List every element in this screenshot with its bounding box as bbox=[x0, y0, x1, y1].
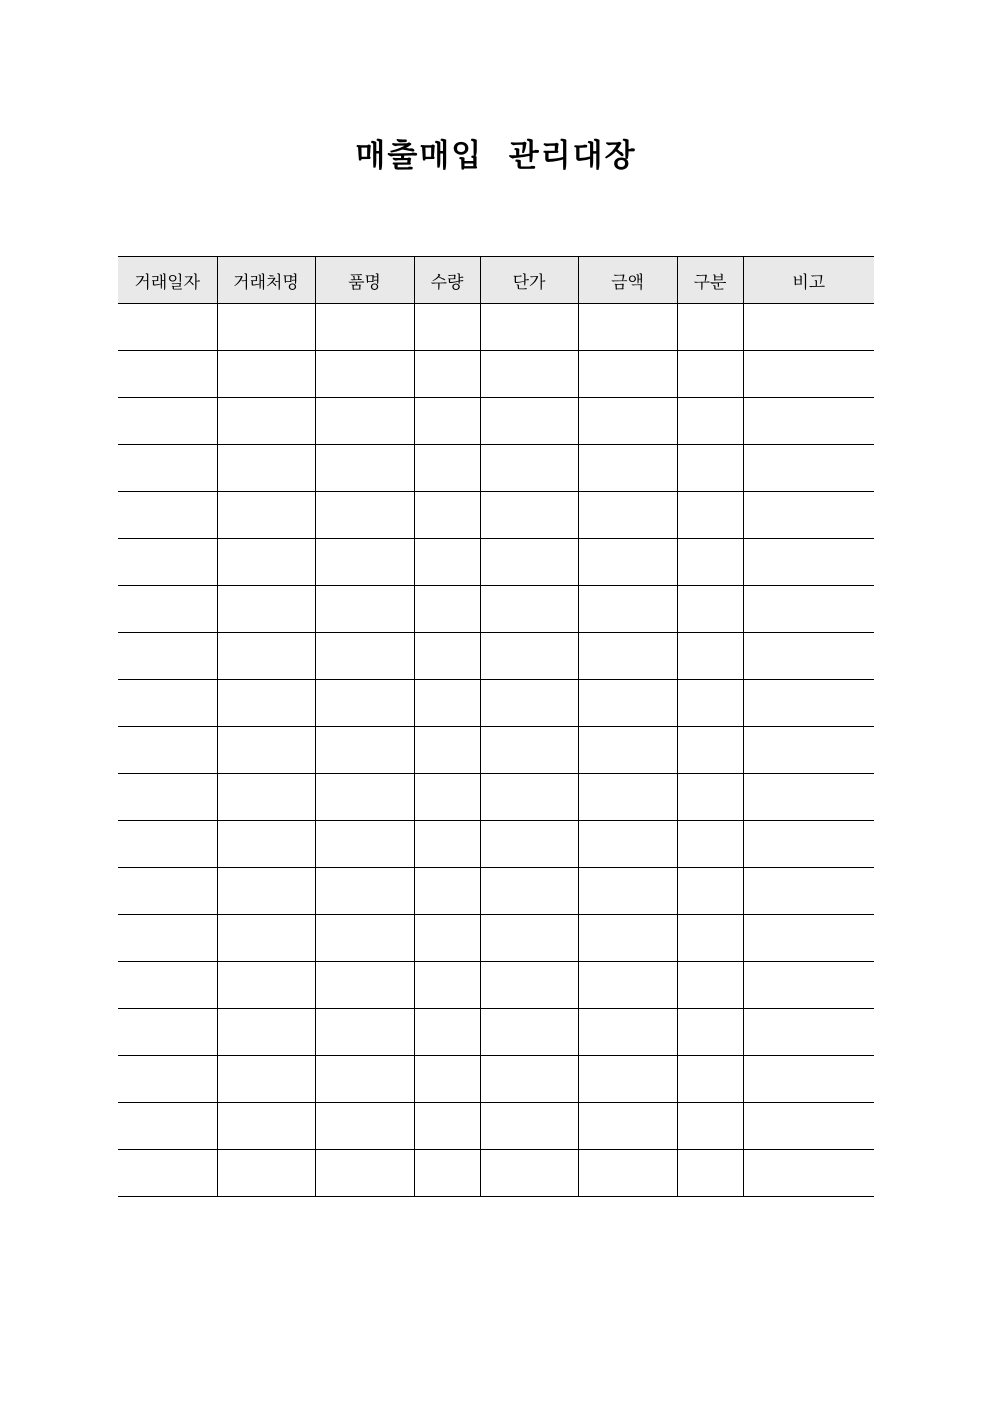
table-row bbox=[118, 962, 874, 1009]
table-row bbox=[118, 727, 874, 774]
column-header-unit-price: 단가 bbox=[480, 257, 578, 304]
table-cell[interactable] bbox=[480, 1009, 578, 1056]
table-cell[interactable] bbox=[414, 1056, 480, 1103]
table-cell[interactable] bbox=[677, 492, 743, 539]
table-cell[interactable] bbox=[677, 774, 743, 821]
table-cell[interactable] bbox=[217, 539, 315, 586]
table-cell[interactable] bbox=[677, 1150, 743, 1197]
table-cell[interactable] bbox=[118, 539, 217, 586]
table-cell[interactable] bbox=[578, 586, 677, 633]
table-cell[interactable] bbox=[677, 633, 743, 680]
table-cell[interactable] bbox=[118, 492, 217, 539]
table-cell[interactable] bbox=[315, 915, 414, 962]
table-cell[interactable] bbox=[743, 774, 874, 821]
table-cell[interactable] bbox=[677, 351, 743, 398]
table-cell[interactable] bbox=[578, 1056, 677, 1103]
table-cell[interactable] bbox=[118, 915, 217, 962]
table-cell[interactable] bbox=[677, 962, 743, 1009]
table-cell[interactable] bbox=[315, 492, 414, 539]
table-cell[interactable] bbox=[578, 633, 677, 680]
table-cell[interactable] bbox=[217, 915, 315, 962]
table-cell[interactable] bbox=[118, 868, 217, 915]
table-cell[interactable] bbox=[578, 351, 677, 398]
table-cell[interactable] bbox=[217, 868, 315, 915]
table-cell[interactable] bbox=[743, 586, 874, 633]
table-cell[interactable] bbox=[315, 868, 414, 915]
table-cell[interactable] bbox=[677, 398, 743, 445]
table-row bbox=[118, 1009, 874, 1056]
table-cell[interactable] bbox=[578, 868, 677, 915]
table-cell[interactable] bbox=[578, 821, 677, 868]
table-cell[interactable] bbox=[743, 868, 874, 915]
table-cell[interactable] bbox=[677, 304, 743, 351]
table-cell[interactable] bbox=[480, 445, 578, 492]
table-cell[interactable] bbox=[677, 868, 743, 915]
table-cell[interactable] bbox=[480, 774, 578, 821]
table-cell[interactable] bbox=[118, 398, 217, 445]
table-cell[interactable] bbox=[217, 1150, 315, 1197]
table-cell[interactable] bbox=[118, 1150, 217, 1197]
table-cell[interactable] bbox=[677, 1056, 743, 1103]
table-cell[interactable] bbox=[677, 445, 743, 492]
table-cell[interactable] bbox=[480, 304, 578, 351]
table-cell[interactable] bbox=[677, 915, 743, 962]
table-cell[interactable] bbox=[677, 727, 743, 774]
table-cell[interactable] bbox=[677, 1009, 743, 1056]
table-cell[interactable] bbox=[217, 962, 315, 1009]
table-cell[interactable] bbox=[315, 727, 414, 774]
table-cell[interactable] bbox=[118, 1056, 217, 1103]
table-cell[interactable] bbox=[743, 492, 874, 539]
table-cell[interactable] bbox=[217, 586, 315, 633]
table-cell[interactable] bbox=[217, 1103, 315, 1150]
table-cell[interactable] bbox=[677, 821, 743, 868]
table-cell[interactable] bbox=[217, 633, 315, 680]
table-cell[interactable] bbox=[480, 680, 578, 727]
table-cell[interactable] bbox=[743, 915, 874, 962]
table-cell[interactable] bbox=[315, 821, 414, 868]
table-cell[interactable] bbox=[315, 398, 414, 445]
table-cell[interactable] bbox=[414, 586, 480, 633]
table-cell[interactable] bbox=[480, 1056, 578, 1103]
table-cell[interactable] bbox=[217, 821, 315, 868]
table-cell[interactable] bbox=[414, 398, 480, 445]
table-row bbox=[118, 915, 874, 962]
table-cell[interactable] bbox=[414, 351, 480, 398]
table-cell[interactable] bbox=[578, 915, 677, 962]
table-cell[interactable] bbox=[578, 539, 677, 586]
table-cell[interactable] bbox=[743, 1009, 874, 1056]
table-row bbox=[118, 351, 874, 398]
table-row bbox=[118, 1056, 874, 1103]
ledger-table bbox=[118, 256, 874, 1197]
table-row bbox=[118, 633, 874, 680]
table-cell[interactable] bbox=[118, 633, 217, 680]
table-cell[interactable] bbox=[414, 539, 480, 586]
table-row bbox=[118, 539, 874, 586]
table-cell[interactable] bbox=[578, 1009, 677, 1056]
table-cell[interactable] bbox=[315, 539, 414, 586]
table-cell[interactable] bbox=[743, 633, 874, 680]
table-cell[interactable] bbox=[480, 586, 578, 633]
table-cell[interactable] bbox=[315, 680, 414, 727]
table-cell[interactable] bbox=[743, 962, 874, 1009]
table-cell[interactable] bbox=[118, 304, 217, 351]
table-row bbox=[118, 821, 874, 868]
table-cell[interactable] bbox=[743, 398, 874, 445]
table-cell[interactable] bbox=[217, 774, 315, 821]
table-row bbox=[118, 445, 874, 492]
table-cell[interactable] bbox=[677, 539, 743, 586]
column-header-type: 구분 bbox=[677, 257, 743, 304]
table-cell[interactable] bbox=[578, 1103, 677, 1150]
table-cell[interactable] bbox=[414, 680, 480, 727]
table-cell[interactable] bbox=[315, 633, 414, 680]
table-cell[interactable] bbox=[315, 1150, 414, 1197]
table-cell[interactable] bbox=[414, 1103, 480, 1150]
table-cell[interactable] bbox=[480, 821, 578, 868]
table-cell[interactable] bbox=[315, 304, 414, 351]
table-cell[interactable] bbox=[315, 962, 414, 1009]
table-cell[interactable] bbox=[677, 586, 743, 633]
table-cell[interactable] bbox=[217, 492, 315, 539]
table-cell[interactable] bbox=[414, 445, 480, 492]
table-cell[interactable] bbox=[315, 1009, 414, 1056]
table-cell[interactable] bbox=[414, 868, 480, 915]
table-cell[interactable] bbox=[578, 680, 677, 727]
table-row bbox=[118, 492, 874, 539]
table-cell[interactable] bbox=[743, 351, 874, 398]
table-cell[interactable] bbox=[743, 1103, 874, 1150]
table-cell[interactable] bbox=[217, 1009, 315, 1056]
table-cell[interactable] bbox=[480, 633, 578, 680]
table-cell[interactable] bbox=[743, 445, 874, 492]
table-row bbox=[118, 680, 874, 727]
column-header-amount: 금액 bbox=[578, 257, 677, 304]
column-header-client: 거래처명 bbox=[217, 257, 315, 304]
table-cell[interactable] bbox=[743, 821, 874, 868]
column-header-item: 품명 bbox=[315, 257, 414, 304]
table-cell[interactable] bbox=[480, 1103, 578, 1150]
table-cell[interactable] bbox=[480, 492, 578, 539]
table-cell[interactable] bbox=[743, 539, 874, 586]
table-cell[interactable] bbox=[217, 680, 315, 727]
column-header-quantity: 수량 bbox=[414, 257, 480, 304]
table-cell[interactable] bbox=[578, 492, 677, 539]
table-cell[interactable] bbox=[743, 1150, 874, 1197]
table-cell[interactable] bbox=[118, 351, 217, 398]
table-cell[interactable] bbox=[414, 1009, 480, 1056]
table-row bbox=[118, 1103, 874, 1150]
table-cell[interactable] bbox=[217, 1056, 315, 1103]
table-cell[interactable] bbox=[118, 445, 217, 492]
table-cell[interactable] bbox=[578, 398, 677, 445]
table-cell[interactable] bbox=[118, 1009, 217, 1056]
table-cell[interactable] bbox=[414, 727, 480, 774]
table-cell[interactable] bbox=[578, 304, 677, 351]
table-cell[interactable] bbox=[743, 680, 874, 727]
column-header-note: 비고 bbox=[743, 257, 874, 304]
table-cell[interactable] bbox=[217, 351, 315, 398]
table-cell[interactable] bbox=[118, 821, 217, 868]
table-cell[interactable] bbox=[118, 586, 217, 633]
table-cell[interactable] bbox=[315, 774, 414, 821]
table-cell[interactable] bbox=[480, 539, 578, 586]
table-cell[interactable] bbox=[118, 680, 217, 727]
table-cell[interactable] bbox=[414, 774, 480, 821]
table-cell[interactable] bbox=[743, 1056, 874, 1103]
table-cell[interactable] bbox=[414, 1150, 480, 1197]
table-cell[interactable] bbox=[315, 586, 414, 633]
table-cell[interactable] bbox=[118, 774, 217, 821]
table-cell[interactable] bbox=[480, 398, 578, 445]
table-cell[interactable] bbox=[743, 727, 874, 774]
table-cell[interactable] bbox=[217, 398, 315, 445]
table-row bbox=[118, 774, 874, 821]
table-cell[interactable] bbox=[677, 1103, 743, 1150]
table-cell[interactable] bbox=[578, 727, 677, 774]
table-cell[interactable] bbox=[217, 445, 315, 492]
table-cell[interactable] bbox=[217, 304, 315, 351]
table-cell[interactable] bbox=[480, 962, 578, 1009]
page-title: 매출매입 관리대장 bbox=[355, 138, 637, 174]
table-cell[interactable] bbox=[414, 821, 480, 868]
table-cell[interactable] bbox=[743, 304, 874, 351]
table-cell[interactable] bbox=[677, 680, 743, 727]
table-cell[interactable] bbox=[480, 351, 578, 398]
table-cell[interactable] bbox=[315, 1056, 414, 1103]
table-cell[interactable] bbox=[315, 445, 414, 492]
table-cell[interactable] bbox=[480, 727, 578, 774]
table-row bbox=[118, 1150, 874, 1197]
table-cell[interactable] bbox=[414, 304, 480, 351]
table-cell[interactable] bbox=[578, 445, 677, 492]
table-cell[interactable] bbox=[578, 962, 677, 1009]
column-header-date: 거래일자 bbox=[118, 257, 217, 304]
table-cell[interactable] bbox=[118, 962, 217, 1009]
table-cell[interactable] bbox=[414, 633, 480, 680]
table-cell[interactable] bbox=[480, 915, 578, 962]
table-row bbox=[118, 398, 874, 445]
table-cell[interactable] bbox=[578, 1150, 677, 1197]
table-cell[interactable] bbox=[315, 1103, 414, 1150]
table-header-row bbox=[118, 257, 874, 304]
table-row bbox=[118, 586, 874, 633]
table-cell[interactable] bbox=[118, 1103, 217, 1150]
table-cell[interactable] bbox=[480, 1150, 578, 1197]
table-row bbox=[118, 304, 874, 351]
table-cell[interactable] bbox=[578, 774, 677, 821]
table-cell[interactable] bbox=[217, 727, 315, 774]
table-cell[interactable] bbox=[414, 492, 480, 539]
table-cell[interactable] bbox=[480, 868, 578, 915]
table-cell[interactable] bbox=[414, 962, 480, 1009]
table-cell[interactable] bbox=[414, 915, 480, 962]
ledger-body bbox=[118, 304, 874, 1197]
table-cell[interactable] bbox=[118, 727, 217, 774]
table-row bbox=[118, 868, 874, 915]
table-cell[interactable] bbox=[315, 351, 414, 398]
